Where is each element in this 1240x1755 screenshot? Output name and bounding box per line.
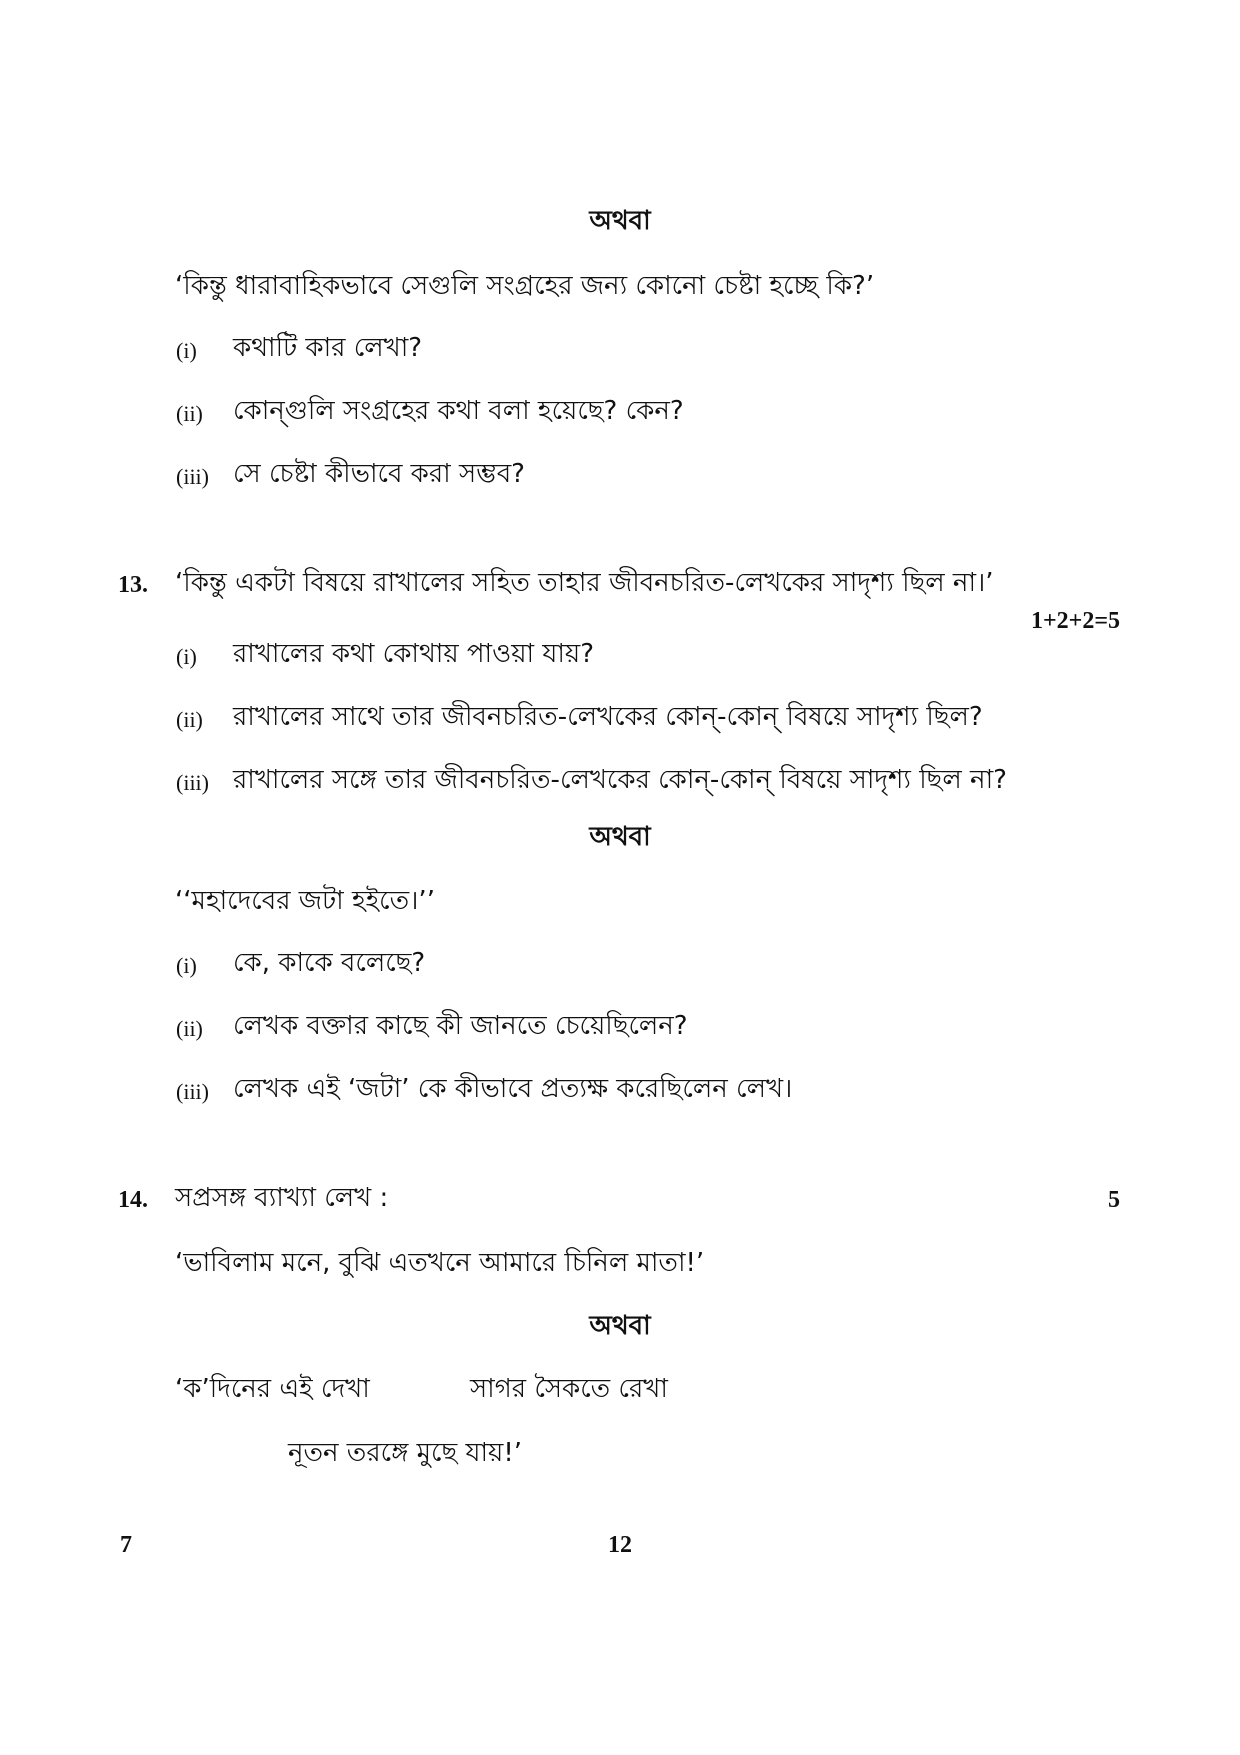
item-text-13-or-iii: লেখক এই ‘জটা’ কে কীভাবে প্রত্যক্ষ করেছিলেন লেখ। (233, 1074, 793, 1104)
question-14-prompt: সপ্রসঙ্গ ব্যাখ্যা লেখ : (175, 1183, 389, 1213)
question-14-marks: 5 (1108, 1187, 1120, 1213)
or-heading-14: অথবা (589, 1311, 651, 1340)
quote-1: ‘কিন্তু ধারাবাহিকভাবে সেগুলি সংগ্রহের জন্য কোনো চেষ্টা হচ্ছে কি?’ (175, 271, 875, 301)
question-13-marks: 1+2+2=5 (1030, 608, 1120, 634)
item-num-13-or-iii: (iii) (176, 1079, 209, 1104)
item-num-13-i: (i) (176, 644, 197, 669)
question-14-number: 14. (118, 1187, 148, 1213)
item-num-1-iii: (iii) (176, 464, 209, 489)
footer-left-code: 7 (120, 1532, 132, 1558)
item-text-1-iii: সে চেষ্টা কীভাবে করা সম্ভব? (233, 459, 525, 489)
item-text-13-or-i: কে, কাকে বলেছে? (233, 948, 426, 978)
question-13-number: 13. (118, 572, 148, 598)
poem-line-2: নূতন তরঙ্গে মুছে যায়!’ (288, 1438, 523, 1468)
question-13-quote: ‘কিন্তু একটা বিষয়ে রাখালের সহিত তাহার জীবনচরিত-লেখকের সাদৃশ্য ছিল না।’ (175, 568, 994, 598)
item-num-13-or-i: (i) (176, 953, 197, 978)
item-num-13-ii: (ii) (176, 707, 203, 732)
item-text-13-iii: রাখালের সঙ্গে তার জীবনচরিত-লেখকের কোন্‌-কোন্‌ বিষয়ে সাদৃশ্য ছিল না? (233, 765, 1007, 795)
item-num-1-i: (i) (176, 338, 197, 363)
item-text-1-i: কথাটি কার লেখা? (233, 333, 423, 363)
item-num-13-iii: (iii) (176, 770, 209, 795)
poem-line-1-part-2: সাগর সৈকতে রেখা (470, 1374, 668, 1404)
page-number: 12 (608, 1532, 632, 1558)
item-num-1-ii: (ii) (176, 401, 203, 426)
item-text-1-ii: কোন্‌গুলি সংগ্রহের কথা বলা হয়েছে? কেন? (233, 396, 684, 426)
or-heading-13: অথবা (589, 822, 651, 851)
poem-line-1-part-1: ‘ক’দিনের এই দেখা (175, 1374, 370, 1404)
or-heading-1: অথবা (589, 206, 651, 235)
question-13-or-quote: ‘‘মহাদেবের জটা হইতে।’’ (175, 886, 435, 916)
item-num-13-or-ii: (ii) (176, 1016, 203, 1041)
item-text-13-i: রাখালের কথা কোথায় পাওয়া যায়? (233, 639, 594, 669)
question-14-quote: ‘ভাবিলাম মনে, বুঝি এতখনে আমারে চিনিল মাতা!’ (175, 1248, 705, 1278)
item-text-13-or-ii: লেখক বক্তার কাছে কী জানতে চেয়েছিলেন? (233, 1011, 688, 1041)
item-text-13-ii: রাখালের সাথে তার জীবনচরিত-লেখকের কোন্‌-কোন্‌ বিষয়ে সাদৃশ্য ছিল? (233, 702, 983, 732)
